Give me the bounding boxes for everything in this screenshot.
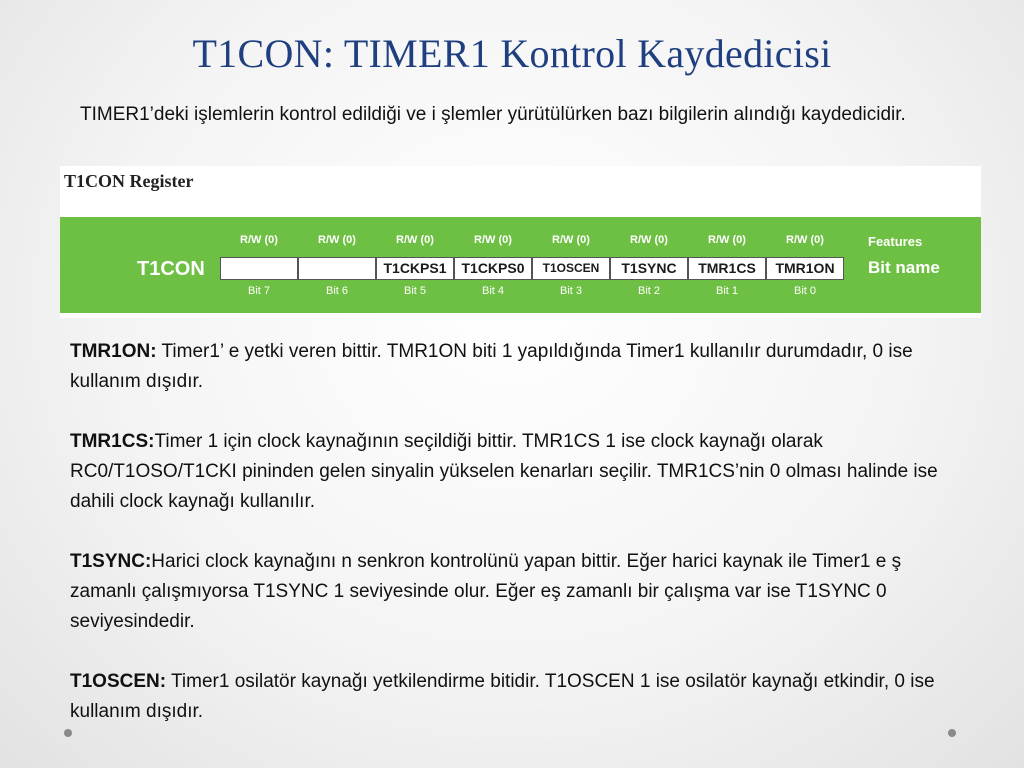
bit-index: Bit 5 (403, 285, 426, 297)
intro-text: TIMER1’deki işlemlerin kontrol edildiği ve i şlemler yürütülürken bazı bilgilerin alındığı kaydedicidir. (80, 104, 906, 125)
bit-column (610, 217, 688, 313)
definition-term: T1OSCEN: (70, 671, 167, 692)
definition-term: TMR1ON: (70, 341, 157, 362)
bit-column (454, 217, 532, 313)
bit-index: Bit 1 (715, 285, 738, 297)
register-diagram (60, 166, 981, 318)
bit-column (688, 217, 766, 313)
slide-title: T1CON: TIMER1 Kontrol Kaydedicisi (192, 31, 832, 76)
bit-index: Bit 3 (559, 285, 582, 297)
bit-access: R/W (0) (396, 234, 434, 246)
bit-name-label: Bit name (868, 258, 940, 277)
definition-term: TMR1CS: (70, 431, 155, 452)
bit-name-cell: TMR1ON (766, 257, 844, 280)
bit-name-cell: T1SYNC (610, 257, 688, 280)
definition-tmr1on (70, 337, 970, 397)
bit-name-cell (220, 257, 298, 280)
bit-index: Bit 6 (325, 285, 348, 297)
bit-name-cell: T1CKPS1 (376, 257, 454, 280)
definition-text: Timer1 osilatör kaynağı yetkilendirme bitidir. T1OSCEN 1 ise osilatör kaynağı etkindir, 0 ise kullanım dışıdır. (70, 671, 935, 722)
bit-access: R/W (0) (786, 234, 824, 246)
register-band (60, 217, 981, 313)
definition-text: Harici clock kaynağını n senkron kontrolünü yapan bittir. Eğer harici kaynak ile Timer1 e ş zamanlı çalışmıyorsa T1SYNC 1 seviyesinde olur. Eğer eş zamanlı bir çalışma var ise T1SYNC 0 seviyesindedir. (70, 551, 902, 632)
bit-access: R/W (0) (240, 234, 278, 246)
definition-term: T1SYNC: (70, 551, 152, 572)
bit-name-cell: T1CKPS0 (454, 257, 532, 280)
register-caption: T1CON Register (64, 171, 194, 191)
definition-t1oscen (70, 667, 970, 727)
bit-column (298, 217, 376, 313)
bit-access: R/W (0) (630, 234, 668, 246)
bit-index: Bit 4 (481, 285, 504, 297)
bit-column (766, 217, 844, 313)
definition-text: Timer 1 için clock kaynağının seçildiği bittir. TMR1CS 1 ise clock kaynağı olarak RC0/T1OSO/T1CKI pininden gelen sinyalin yükselen kenarları seçilir. TMR1CS’nin 0 olması halinde ise dahili clock kaynağı kullanılır. (70, 431, 938, 512)
bit-name-cell: T1OSCEN (532, 257, 610, 280)
bit-index: Bit 7 (247, 285, 270, 297)
bit-column (220, 217, 298, 313)
slide-dot-left-icon (64, 729, 72, 737)
bit-access: R/W (0) (552, 234, 590, 246)
features-label: Features (868, 234, 923, 249)
definition-t1sync (70, 547, 970, 637)
definition-tmr1cs (70, 427, 970, 517)
bit-column (532, 217, 610, 313)
bit-access: R/W (0) (708, 234, 746, 246)
register-name: T1CON (137, 258, 205, 280)
bit-access: R/W (0) (474, 234, 512, 246)
bit-column (376, 217, 454, 313)
slide-dot-right-icon (948, 729, 956, 737)
bit-access: R/W (0) (318, 234, 356, 246)
bit-definitions (70, 337, 970, 757)
bit-index: Bit 0 (793, 285, 816, 297)
bit-name-cell: TMR1CS (688, 257, 766, 280)
bit-name-cell (298, 257, 376, 280)
bit-index: Bit 2 (637, 285, 660, 297)
definition-text: Timer1’ e yetki veren bittir. TMR1ON biti 1 yapıldığında Timer1 kullanılır durumdadır, 0 ise kullanım dışıdır. (70, 341, 913, 392)
